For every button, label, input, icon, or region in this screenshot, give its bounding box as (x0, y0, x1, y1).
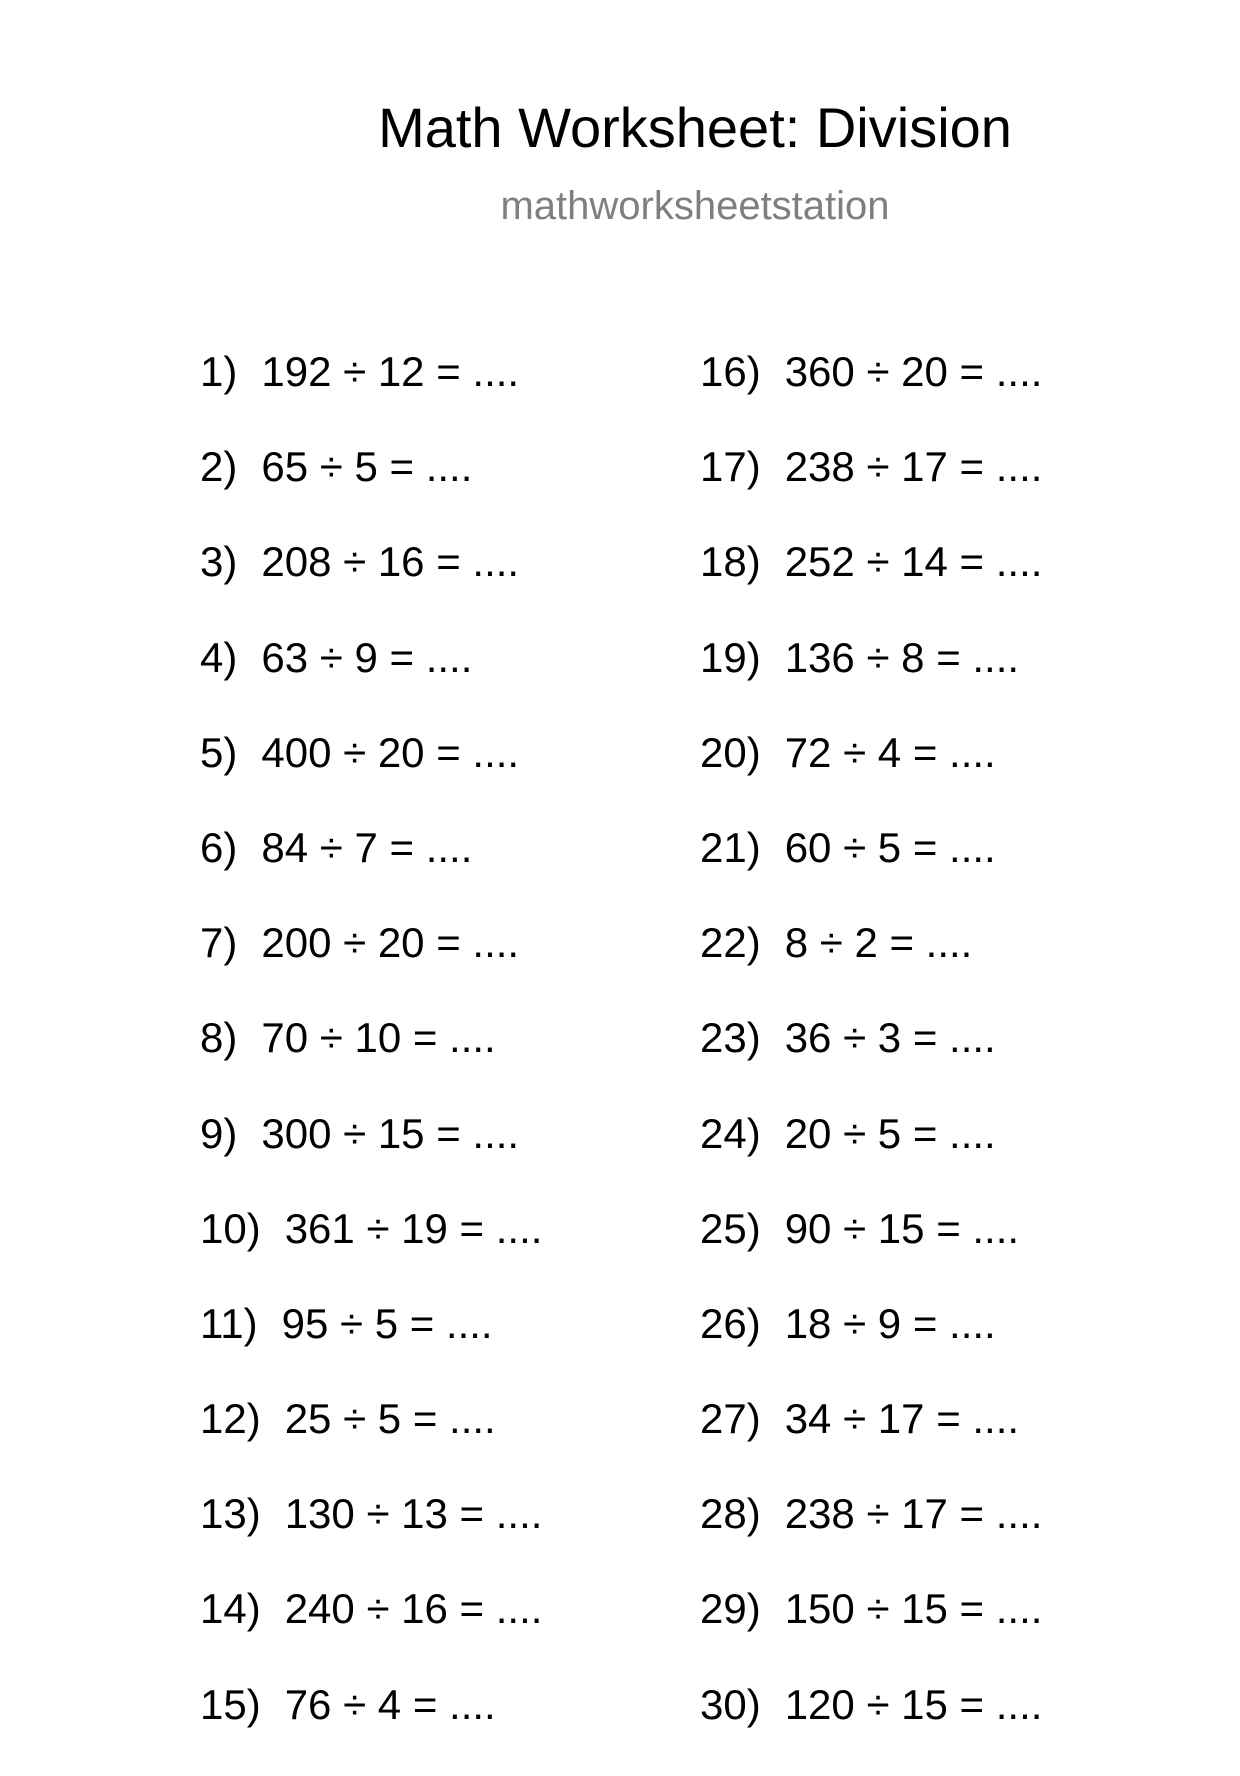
problem-expression: 34 ÷ 17 = .... (784, 1395, 1020, 1443)
problem-number: 26) (700, 1299, 761, 1347)
problem-number: 30) (700, 1680, 761, 1728)
worksheet-subtitle: mathworksheetstation (500, 184, 890, 228)
problem-number: 17) (700, 443, 761, 491)
problem-5 (200, 729, 720, 824)
problem-expression: 150 ÷ 15 = .... (784, 1585, 1043, 1633)
problem-expression: 70 ÷ 10 = .... (261, 1014, 496, 1062)
problem-22 (700, 919, 1220, 1014)
problem-expression: 25 ÷ 5 = .... (284, 1395, 496, 1443)
problem-13 (200, 1490, 720, 1585)
problem-number: 14) (200, 1585, 261, 1633)
worksheet-title: Math Worksheet: Division (378, 96, 1012, 159)
problem-expression: 252 ÷ 14 = .... (784, 538, 1043, 586)
problem-expression: 20 ÷ 5 = .... (784, 1109, 996, 1157)
problem-expression: 136 ÷ 8 = .... (784, 633, 1020, 681)
problem-expression: 18 ÷ 9 = .... (784, 1299, 996, 1347)
problem-expression: 72 ÷ 4 = .... (784, 728, 996, 776)
problem-expression: 63 ÷ 9 = .... (261, 633, 473, 681)
problem-9 (200, 1110, 720, 1205)
problem-expression: 60 ÷ 5 = .... (784, 823, 996, 871)
problem-number: 20) (700, 728, 761, 776)
problem-27 (700, 1395, 1220, 1490)
problem-expression: 360 ÷ 20 = .... (784, 348, 1043, 395)
problem-number: 29) (700, 1585, 761, 1633)
problem-number: 8) (200, 1014, 238, 1062)
problem-column-left (200, 348, 720, 1776)
problem-number: 28) (700, 1490, 761, 1538)
problem-number: 15) (200, 1680, 261, 1728)
problem-number: 1) (200, 348, 238, 395)
problem-expression: 208 ÷ 16 = .... (261, 538, 520, 586)
problem-number: 21) (700, 823, 761, 871)
problem-number: 4) (200, 633, 238, 681)
problem-expression: 238 ÷ 17 = .... (784, 443, 1043, 491)
problem-number: 12) (200, 1395, 261, 1443)
problem-expression: 95 ÷ 5 = .... (281, 1299, 493, 1347)
problem-number: 7) (200, 919, 238, 967)
problem-26 (700, 1300, 1220, 1395)
problem-14 (200, 1585, 720, 1680)
problem-expression: 300 ÷ 15 = .... (261, 1109, 520, 1157)
problem-6 (200, 824, 720, 919)
problem-number: 19) (700, 633, 761, 681)
problem-21 (700, 824, 1220, 919)
problem-number: 3) (200, 538, 238, 586)
problem-number: 16) (700, 348, 761, 395)
problem-10 (200, 1205, 720, 1300)
problem-expression: 76 ÷ 4 = .... (284, 1680, 496, 1728)
problem-2 (200, 443, 720, 538)
problem-expression: 200 ÷ 20 = .... (261, 919, 520, 967)
problem-expression: 400 ÷ 20 = .... (261, 728, 520, 776)
problem-expression: 84 ÷ 7 = .... (261, 823, 473, 871)
problem-1 (200, 348, 720, 443)
problem-expression: 120 ÷ 15 = .... (784, 1680, 1043, 1728)
problem-16 (700, 348, 1220, 443)
problem-expression: 240 ÷ 16 = .... (284, 1585, 543, 1633)
problem-number: 13) (200, 1490, 261, 1538)
problem-4 (200, 634, 720, 729)
problem-number: 18) (700, 538, 761, 586)
problem-number: 10) (200, 1204, 261, 1252)
problem-expression: 238 ÷ 17 = .... (784, 1490, 1043, 1538)
problem-number: 27) (700, 1395, 761, 1443)
problem-30 (700, 1681, 1220, 1776)
problem-number: 5) (200, 728, 238, 776)
problem-17 (700, 443, 1220, 538)
problem-expression: 361 ÷ 19 = .... (284, 1204, 543, 1252)
problem-number: 11) (200, 1299, 258, 1347)
problem-19 (700, 634, 1220, 729)
problem-column-right (700, 348, 1220, 1776)
problem-8 (200, 1014, 720, 1109)
problem-25 (700, 1205, 1220, 1300)
problem-expression: 8 ÷ 2 = .... (784, 919, 973, 967)
problem-expression: 36 ÷ 3 = .... (784, 1014, 996, 1062)
problem-7 (200, 919, 720, 1014)
problem-number: 24) (700, 1109, 761, 1157)
problem-24 (700, 1110, 1220, 1205)
problem-11 (200, 1300, 720, 1395)
problem-number: 22) (700, 919, 761, 967)
problem-20 (700, 729, 1220, 824)
problem-15 (200, 1681, 720, 1776)
problem-expression: 90 ÷ 15 = .... (784, 1204, 1020, 1252)
problem-number: 23) (700, 1014, 761, 1062)
problem-expression: 65 ÷ 5 = .... (261, 443, 473, 491)
problem-number: 6) (200, 823, 238, 871)
problem-23 (700, 1014, 1220, 1109)
problem-12 (200, 1395, 720, 1490)
problem-number: 2) (200, 443, 238, 491)
problem-expression: 192 ÷ 12 = .... (261, 348, 520, 395)
problem-28 (700, 1490, 1220, 1585)
problem-18 (700, 538, 1220, 633)
problem-29 (700, 1585, 1220, 1680)
problem-number: 9) (200, 1109, 238, 1157)
problem-expression: 130 ÷ 13 = .... (284, 1490, 543, 1538)
problem-number: 25) (700, 1204, 761, 1252)
problem-3 (200, 538, 720, 633)
